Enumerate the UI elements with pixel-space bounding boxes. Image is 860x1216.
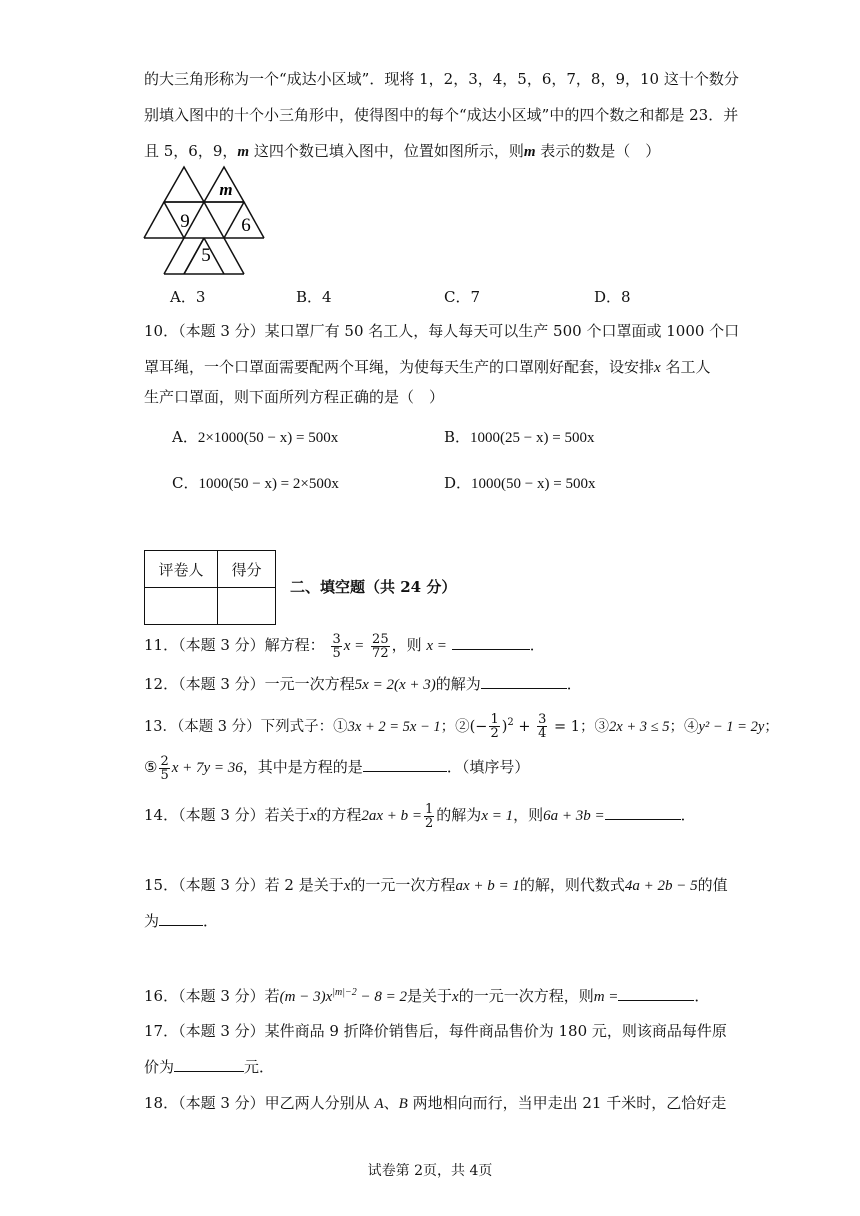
page-footer: 试卷第 2页，共 4页 bbox=[367, 1163, 493, 1179]
section-title: 二、填空题（共 24 分） bbox=[290, 578, 457, 596]
q14-answer-blank[interactable] bbox=[605, 818, 681, 820]
q11-answer-blank[interactable] bbox=[452, 648, 530, 650]
figure-label-6: 6 bbox=[241, 215, 251, 236]
grader-table bbox=[144, 550, 276, 625]
grader-score-cell[interactable] bbox=[218, 588, 276, 625]
q10-line1: 10．（本题 3 分）某口罩厂有 50 名工人，每人每天可以生产 500 个口罩面或 1000 个口 bbox=[144, 322, 740, 340]
q15-line2: 为 ． bbox=[144, 912, 219, 930]
q11: 11．（本题 3 分）解方程： $\frac{3}{5}$ x = $\frac{25}{72}$ ，则 x = ． bbox=[144, 631, 545, 661]
grader-reviewer-label: 评卷人 bbox=[145, 551, 218, 588]
q9-option-a[interactable]: A．3 bbox=[170, 288, 206, 306]
q9-option-d[interactable]: D．8 bbox=[594, 288, 631, 306]
q11-frac-2: $\frac{25}{72}$ bbox=[372, 631, 389, 661]
q13-answer-blank[interactable] bbox=[363, 770, 447, 772]
q9-line1: 的大三角形称为一个“成达小区域”．现将 1，2，3，4，5，6，7，8，9，10 这十个数分 bbox=[144, 70, 739, 88]
q15-line1: 15．（本题 3 分）若 2 是关于x的一元一次方程ax + b = 1的解，则代数式4a + 2b − 5的值 bbox=[144, 876, 728, 894]
q12-answer-blank[interactable] bbox=[481, 687, 567, 689]
q17-line1: 17．（本题 3 分）某件商品 9 折降价销售后，每件商品售价为 180 元，则该商品每件原 bbox=[144, 1022, 727, 1040]
q13-line1: 13．（本题 3 分）下列式子：①3x + 2 = 5x − 1；②(− $\frac{1}{2}$ )$^2$ + $\frac{3}{4}$ = 1；③2x + 3 ≤ 5；④y² − 1 = 2y； bbox=[144, 712, 779, 742]
q11-frac-1: $\frac{3}{5}$ bbox=[332, 631, 341, 661]
q10-option-b[interactable]: B．1000(25 − x) = 500x bbox=[444, 428, 595, 446]
q9-option-c[interactable]: C．7 bbox=[444, 288, 481, 306]
triangle-figure bbox=[140, 164, 280, 278]
q10-line2: 罩耳绳，一个口罩面需要配两个耳绳，为使每天生产的口罩刚好配套，设安排x 名工人 bbox=[144, 358, 711, 376]
figure-label-m: m bbox=[219, 180, 233, 199]
q10-option-a[interactable]: A．2×1000(50 − x) = 500x bbox=[172, 428, 339, 446]
q17-answer-blank[interactable] bbox=[174, 1070, 244, 1072]
q12: 12．（本题 3 分）一元一次方程5x = 2(x + 3)的解为 ． bbox=[144, 675, 582, 693]
q14: 14．（本题 3 分）若关于x的方程2ax + b = $\frac{1}{2}$ 的解为x = 1，则6a + 3b = ． bbox=[144, 801, 696, 831]
q16-answer-blank[interactable] bbox=[618, 999, 694, 1001]
figure-label-5: 5 bbox=[201, 245, 211, 266]
q10-option-d[interactable]: D．1000(50 − x) = 500x bbox=[444, 474, 596, 492]
q9-line3: 且 5，6，9，m 这四个数已填入图中，位置如图所示，则m 表示的数是（ ） bbox=[144, 142, 661, 160]
q10-line3: 生产口罩面，则下面所列方程正确的是（ ） bbox=[144, 388, 445, 406]
q18-line1: 18．（本题 3 分）甲乙两人分别从 A、B 两地相向而行，当甲走出 21 千米时，乙恰好走 bbox=[144, 1094, 727, 1112]
q10-option-c[interactable]: C．1000(50 − x) = 2×500x bbox=[172, 474, 339, 492]
q13-line2: ⑤ $\frac{2}{5}$ x + 7y = 36，其中是方程的是 ．（填序号） bbox=[144, 753, 530, 783]
q9-line2: 别填入图中的十个小三角形中，使得图中的每个“成达小区域”中的四个数之和都是 23．并 bbox=[144, 106, 739, 124]
q9-option-b[interactable]: B．4 bbox=[296, 288, 332, 306]
grader-reviewer-cell[interactable] bbox=[145, 588, 218, 625]
figure-label-9: 9 bbox=[180, 211, 190, 232]
q15-answer-blank[interactable] bbox=[159, 924, 203, 926]
grader-score-label: 得分 bbox=[218, 551, 276, 588]
q16: 16．（本题 3 分）若$(m - 3)x^{|m|-2} - 8 = 2$是关于x的一元一次方程，则m = ． bbox=[144, 987, 710, 1005]
q17-line2: 价为 元． bbox=[144, 1058, 275, 1076]
